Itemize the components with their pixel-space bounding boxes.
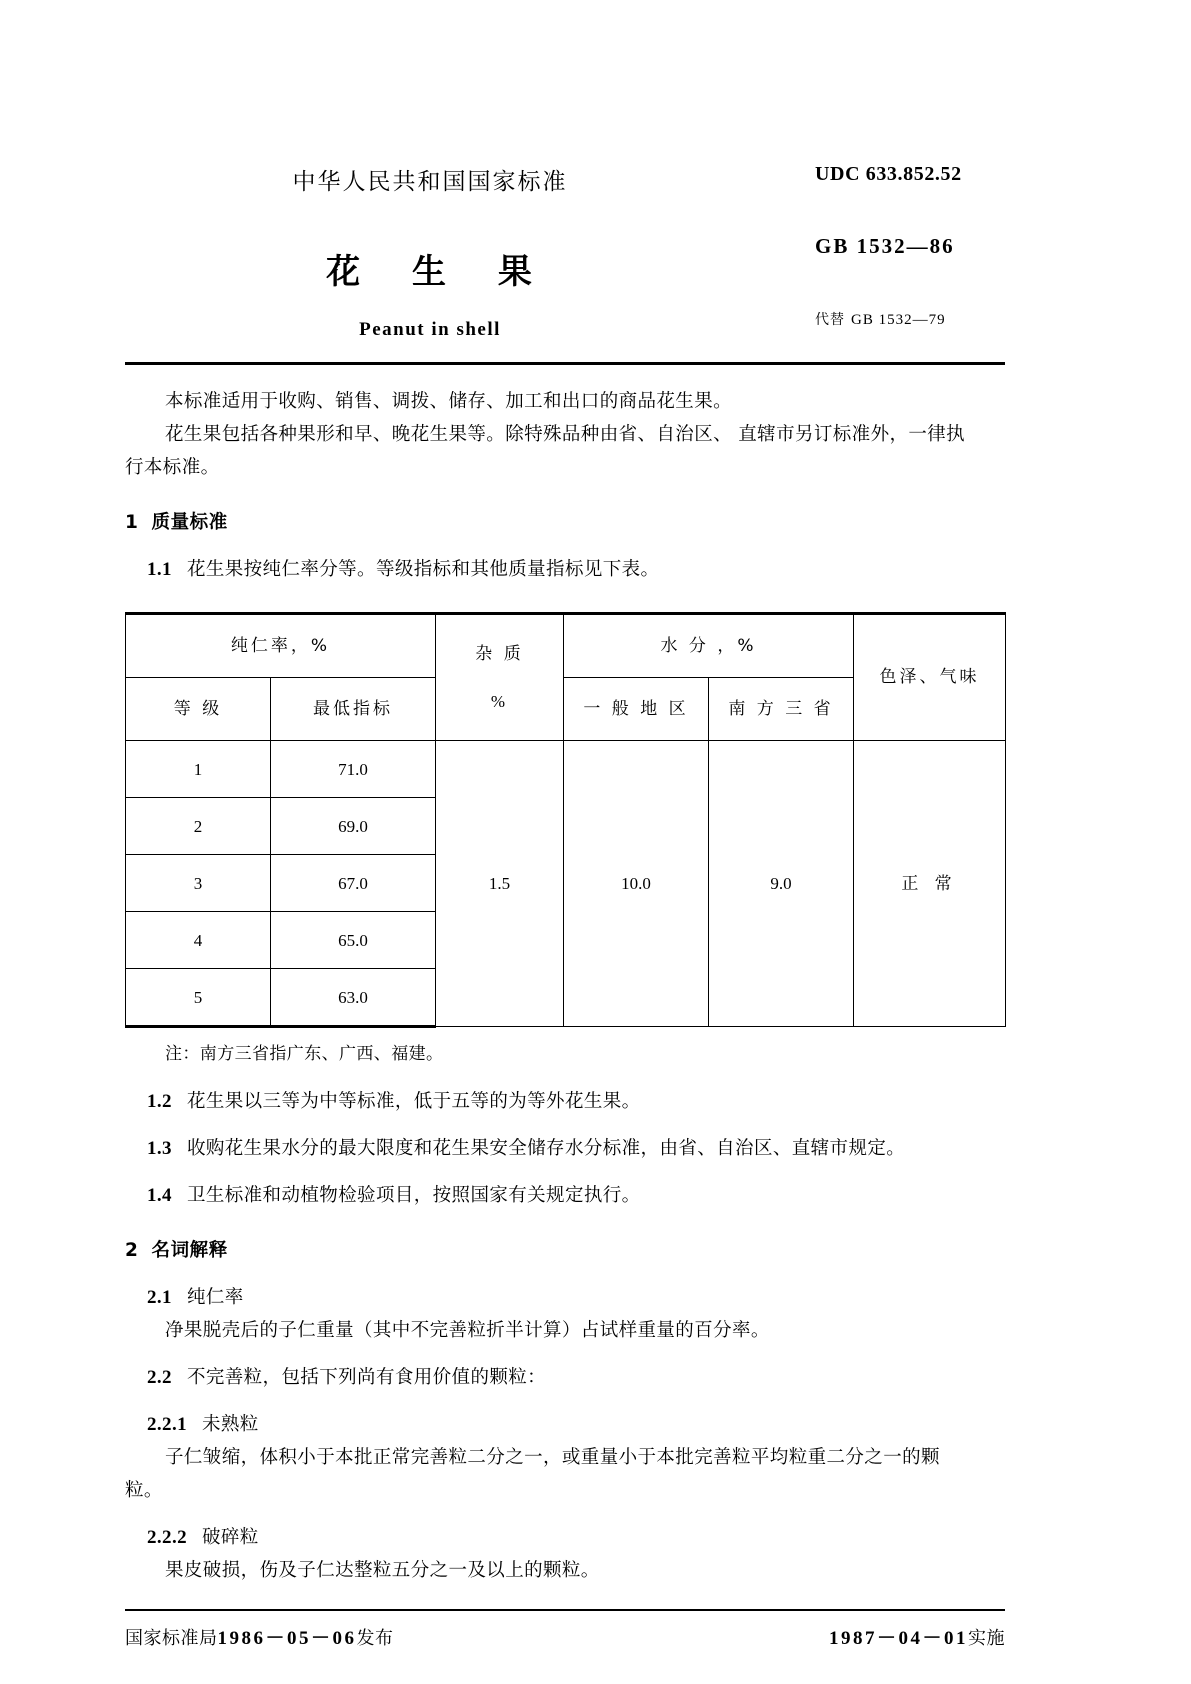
cell-min-index: 71.0: [271, 741, 436, 798]
clause-2-1-body: 净果脱壳后的子仁重量（其中不完善粒折半计算）占试样重量的百分率。: [165, 1320, 770, 1341]
clause-2-2: [125, 1361, 1005, 1394]
clause-2-1-title: 纯仁率: [186, 1287, 244, 1308]
clause-2-2-1: [125, 1408, 1005, 1441]
intro-paragraph-1: 本标准适用于收购、销售、调拨、储存、加工和出口的商品花生果。: [165, 391, 733, 412]
cell-min-index: 63.0: [271, 969, 436, 1027]
clause-2-2-2: [125, 1521, 1005, 1554]
cell-south-three-value: 9.0: [709, 741, 854, 1027]
cell-min-index: 67.0: [271, 855, 436, 912]
section-2-title: 名词解释: [151, 1240, 228, 1261]
footer-divider: [125, 1609, 1005, 1611]
header-right-block: [815, 0, 1145, 329]
quality-index-table: [125, 612, 1006, 1028]
clause-2-2-number: 2.2: [147, 1367, 172, 1388]
clause-2-2-2-number: 2.2.2: [147, 1527, 187, 1548]
clause-2-2-2-title: 破碎粒: [202, 1527, 259, 1548]
clause-2-2-2-body: 果皮破损，伤及子仁达整粒五分之一及以上的颗粒。: [165, 1560, 600, 1581]
section-2-number: 2: [125, 1240, 139, 1261]
effective-suffix: 实施: [968, 1628, 1005, 1649]
intro-paragraph-2: 花生果包括各种果形和早、晚花生果等。除特殊品种由省、自治区、 直辖市另订标准外，一律执: [165, 424, 966, 445]
section-1-title: 质量标准: [151, 512, 228, 533]
header-moisture: 水 分 ，%: [564, 614, 854, 678]
clause-1-2: [125, 1085, 1005, 1118]
clause-2-2-1-number: 2.2.1: [147, 1414, 187, 1435]
header-impurity-unit: %: [490, 691, 509, 711]
document-title: 花 生 果: [326, 252, 552, 292]
section-1-heading: [125, 506, 1005, 539]
replaces-line: [815, 309, 1145, 329]
clause-1-2-number: 1.2: [147, 1091, 172, 1112]
replaces-code: GB 1532—79: [851, 312, 946, 328]
table-row: [126, 741, 1006, 798]
intro-paragraph-2-cont: 行本标准。: [125, 457, 220, 478]
header-south-three-provinces: 南 方 三 省: [709, 678, 854, 741]
clause-2-2-1-title: 未熟粒: [202, 1414, 259, 1435]
standard-number: GB 1532—86: [815, 234, 955, 258]
replaces-label: 代替: [815, 312, 845, 328]
clause-1-1: [125, 553, 1005, 586]
clause-1-4-number: 1.4: [147, 1185, 172, 1206]
effective-date: 1987－04－01: [828, 1628, 968, 1649]
cell-impurity-value: 1.5: [436, 741, 564, 1027]
header-general-area: 一 般 地 区: [564, 678, 709, 741]
issuer-name: 国家标准局: [125, 1628, 218, 1649]
clause-1-1-number: 1.1: [147, 559, 172, 580]
national-standard-label: 中华人民共和国国家标准: [292, 169, 568, 195]
cell-min-index: 65.0: [271, 912, 436, 969]
issue-suffix: 发布: [356, 1628, 394, 1649]
section-1-number: 1: [125, 512, 139, 533]
document-header: [125, 0, 1005, 340]
page-content: [125, 0, 1005, 1684]
cell-grade: 3: [126, 855, 271, 912]
cell-general-area-value: 10.0: [564, 741, 709, 1027]
header-grade: 等 级: [126, 678, 271, 741]
cell-grade: 1: [126, 741, 271, 798]
clause-1-2-text: 花生果以三等为中等标准，低于五等的为等外花生果。: [186, 1091, 641, 1112]
cell-grade: 5: [126, 969, 271, 1027]
table-note: 注：南方三省指广东、广西、福建。: [165, 1044, 444, 1064]
clause-2-2-1-body: 子仁皱缩，体积小于本批正常完善粒二分之一，或重量小于本批完善粒平均粒重二分之一的颗: [165, 1447, 940, 1468]
issue-info: [125, 1623, 394, 1650]
document-title-english: Peanut in shell: [359, 319, 501, 340]
cell-grade: 4: [126, 912, 271, 969]
header-divider: [125, 362, 1005, 365]
clause-2-2-1-body-cont: 粒。: [125, 1480, 163, 1501]
header-kernel-rate: 纯仁率，%: [126, 614, 436, 678]
cell-color-odor-value: 正 常: [854, 741, 1006, 1027]
clause-1-3: [125, 1132, 1005, 1165]
udc-code: UDC 633.852.52: [815, 163, 962, 185]
header-left-block: [125, 0, 735, 341]
document-footer: [125, 1623, 1005, 1650]
clause-1-4: [125, 1179, 1005, 1212]
effective-info: [829, 1623, 1005, 1650]
header-color-odor: 色泽、气味: [854, 614, 1006, 741]
header-impurity-label: 杂 质: [475, 643, 524, 664]
clause-2-2-title: 不完善粒，包括下列尚有食用价值的颗粒：: [186, 1367, 547, 1388]
clause-1-3-text: 收购花生果水分的最大限度和花生果安全储存水分标准，由省、自治区、直辖市规定。: [186, 1138, 906, 1159]
issue-date: 1986－05－06: [217, 1628, 357, 1649]
header-impurity: [436, 614, 564, 741]
clause-1-1-text: 花生果按纯仁率分等。等级指标和其他质量指标见下表。: [186, 559, 660, 580]
header-min-index: 最低指标: [271, 678, 436, 741]
cell-grade: 2: [126, 798, 271, 855]
clause-2-1: [125, 1281, 1005, 1314]
table-header-row-1: [126, 614, 1006, 678]
clause-2-1-number: 2.1: [147, 1287, 172, 1308]
clause-1-3-number: 1.3: [147, 1138, 172, 1159]
section-2-heading: [125, 1234, 1005, 1267]
cell-min-index: 69.0: [271, 798, 436, 855]
clause-1-4-text: 卫生标准和动植物检验项目，按照国家有关规定执行。: [186, 1185, 641, 1206]
document-body: [125, 385, 1005, 1587]
